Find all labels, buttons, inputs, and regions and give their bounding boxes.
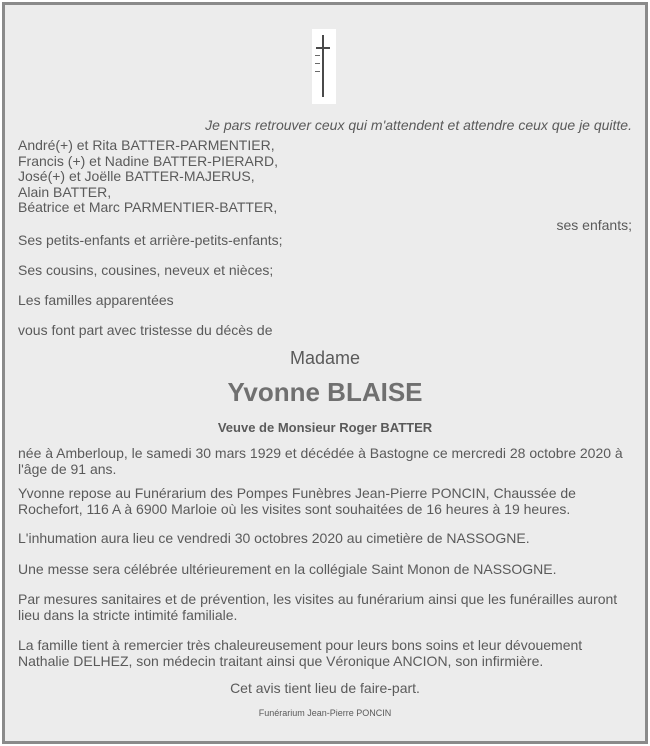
mass-paragraph: Une messe sera célébrée ultérieurement en la collégiale Saint Monon de NASSOGNE. <box>18 561 557 577</box>
family-list <box>18 138 278 216</box>
family-line: Alain BATTER, <box>18 183 112 200</box>
sanitary-paragraph: Par mesures sanitaires et de prévention, les visites au funérarium ainsi que les funérailles auront lieu dans la stricte intimité familiale. <box>18 591 618 623</box>
notice-line: Cet avis tient lieu de faire-part. <box>230 680 420 696</box>
children-label: ses enfants; <box>556 217 632 233</box>
family-line: André(+) et Rita BATTER-PARMENTIER, <box>18 137 275 153</box>
rest-paragraph: Yvonne repose au Funérarium des Pompes Funèbres Jean-Pierre PONCIN, Chaussée de Rochefort, 116 A à 6900 Marloie où les visites sont souhaitées de 16 heures à 19 heures. <box>18 485 576 517</box>
grandchildren-line: Ses petits-enfants et arrière-petits-enfants; <box>18 232 283 248</box>
family-line: José(+) et Joëlle BATTER-MAJERUS, <box>18 168 255 184</box>
death-notice-card <box>2 2 648 744</box>
thanks-paragraph: La famille tient à remercier très chaleureusement pour leurs bons soins et leur dévouement Nathalie DELHEZ, son médecin traitant ainsi que Véronique ANCION, son infirmière. <box>18 637 583 669</box>
footer-funeral-home: Funérarium Jean-Pierre PONCIN <box>258 708 392 718</box>
birth-death-paragraph: née à Amberloup, le samedi 30 mars 1929 et décédée à Bastogne ce mercredi 28 octobre 2020 à l'âge de 91 ans. <box>18 445 623 477</box>
cross-icon <box>312 29 336 104</box>
deceased-name: Yvonne BLAISE <box>227 377 423 407</box>
cousins-line: Ses cousins, cousines, neveux et nièces; <box>18 262 274 278</box>
quote: Je pars retrouver ceux qui m'attendent et attendre ceux que je quitte. <box>205 117 632 133</box>
families-line: Les familles apparentées <box>18 292 174 308</box>
family-line: Béatrice et Marc PARMENTIER-BATTER, <box>18 199 278 215</box>
burial-paragraph: L'inhumation aura lieu ce vendredi 30 octobres 2020 au cimetière de NASSOGNE. <box>18 530 530 546</box>
announce-line: vous font part avec tristesse du décès de <box>18 322 273 338</box>
family-line: Francis (+) et Nadine BATTER-PIERARD, <box>18 152 278 169</box>
title-madame: Madame <box>289 348 361 368</box>
widow-line: Veuve de Monsieur Roger BATTER <box>217 420 433 435</box>
